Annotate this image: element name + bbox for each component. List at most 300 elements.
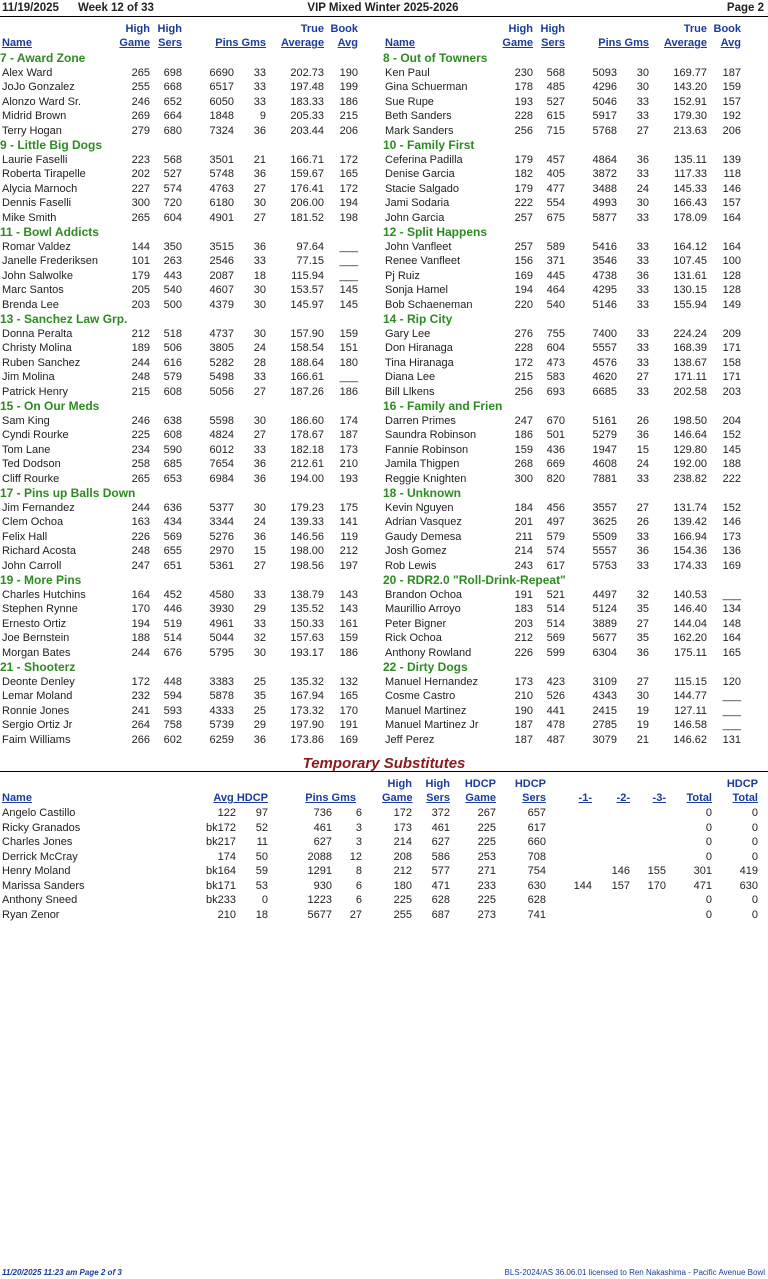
true-average: 117.33 xyxy=(674,168,707,180)
high-series: 527 xyxy=(163,168,182,180)
bowler-row xyxy=(383,588,766,603)
bowler-row xyxy=(0,428,383,443)
high-series: 583 xyxy=(546,371,565,383)
pins: 2785 xyxy=(592,719,617,731)
book-average: 187 xyxy=(339,429,358,441)
bowler-row xyxy=(383,472,766,487)
high-game: 215 xyxy=(131,385,150,398)
true-average: 139.33 xyxy=(290,516,324,528)
book-average: ___ xyxy=(722,704,741,717)
true-average: 213.63 xyxy=(673,124,707,137)
bowler-row xyxy=(383,689,766,704)
pins: 4607 xyxy=(209,284,234,296)
high-game: 159 xyxy=(514,443,533,456)
games: 21 xyxy=(253,153,266,166)
book-average: 172 xyxy=(339,182,358,195)
high-game: 183 xyxy=(514,603,533,615)
book-average: 165 xyxy=(722,646,741,659)
team-name: 12 - Split Happens xyxy=(383,225,488,239)
games: 30 xyxy=(253,284,266,296)
pins: 6984 xyxy=(209,472,234,485)
sub-pins: 5677 xyxy=(307,908,332,921)
pins: 4737 xyxy=(209,327,234,340)
bowler-name: Janelle Frederiksen xyxy=(2,255,98,267)
bowler-name: Manuel Hernandez xyxy=(385,675,478,688)
games: 33 xyxy=(636,110,649,122)
games: 33 xyxy=(253,66,266,79)
true-average: 129.80 xyxy=(673,443,707,456)
high-game: 264 xyxy=(131,719,150,731)
standings-column-right xyxy=(383,22,766,747)
high-game: 203 xyxy=(514,617,533,630)
team-name: 20 - RDR2.0 "Roll-Drink-Repeat" xyxy=(383,573,566,587)
games: 36 xyxy=(253,240,266,253)
sub-hdcp-series: 657 xyxy=(527,807,546,819)
bowler-name: Patrick Henry xyxy=(2,385,69,398)
true-average: 178.67 xyxy=(290,429,324,441)
pins: 5124 xyxy=(592,603,617,615)
high-series: 574 xyxy=(546,545,565,557)
high-game: 258 xyxy=(131,458,150,470)
true-average: 192.00 xyxy=(673,458,707,470)
book-average: 141 xyxy=(339,516,358,528)
team-name: 22 - Dirty Dogs xyxy=(383,660,468,674)
high-series: 527 xyxy=(546,95,565,108)
high-game: 179 xyxy=(514,153,533,166)
pins: 5878 xyxy=(209,690,234,702)
true-average: 145.97 xyxy=(290,298,324,311)
high-series: 478 xyxy=(546,719,565,731)
bowler-name: Alex Ward xyxy=(2,66,53,79)
pins: 6685 xyxy=(592,385,617,398)
high-game: 226 xyxy=(131,530,150,543)
high-game: 279 xyxy=(131,124,150,137)
book-average: 169 xyxy=(722,559,741,572)
games: 30 xyxy=(253,646,266,659)
bowler-name: Terry Hogan xyxy=(2,124,62,137)
sub-high-series: 586 xyxy=(431,850,450,863)
bowler-row xyxy=(383,80,766,95)
sub-high-series: 627 xyxy=(431,836,450,848)
bowler-name: Cosme Castro xyxy=(385,690,456,702)
team-name: 14 - Rip City xyxy=(383,312,453,326)
bowler-row xyxy=(0,631,383,646)
sub-hdcp: 52 xyxy=(255,821,268,834)
sub-row xyxy=(0,850,768,865)
high-series: 485 xyxy=(546,81,565,93)
book-average: ___ xyxy=(722,588,741,601)
sub-total: 0 xyxy=(705,908,712,921)
pins: 5768 xyxy=(592,124,617,137)
games: 36 xyxy=(253,472,266,485)
high-series: 608 xyxy=(163,385,182,398)
bowler-row xyxy=(0,588,383,603)
sub-hdcp-series: 628 xyxy=(527,894,546,906)
high-series: 676 xyxy=(163,646,182,659)
header-rule xyxy=(0,16,768,17)
bowler-name: Sergio Ortiz Jr xyxy=(2,719,73,731)
bowler-row xyxy=(0,196,383,211)
true-average: 77.15 xyxy=(296,255,324,267)
true-average: 181.52 xyxy=(290,211,324,224)
true-average: 183.33 xyxy=(290,95,324,108)
high-game: 228 xyxy=(514,110,533,122)
high-series: 521 xyxy=(546,588,565,601)
high-game: 201 xyxy=(514,516,533,528)
bowler-row xyxy=(383,66,766,81)
high-game: 205 xyxy=(131,284,150,296)
sub-games: 27 xyxy=(349,908,362,921)
pins: 2415 xyxy=(592,704,617,717)
high-series: 514 xyxy=(546,603,565,615)
high-series: 636 xyxy=(163,501,182,514)
high-series: 526 xyxy=(546,690,565,702)
book-average: 145 xyxy=(339,284,358,296)
bowler-row xyxy=(383,530,766,545)
bowler-name: Stephen Rynne xyxy=(2,603,78,615)
pins: 5498 xyxy=(209,371,234,383)
bowler-name: Ernesto Ortiz xyxy=(2,617,67,630)
high-series: 540 xyxy=(546,298,565,311)
pins: 6690 xyxy=(209,66,234,79)
bowler-row xyxy=(383,298,766,313)
true-average: 179.30 xyxy=(673,110,707,122)
bowler-row xyxy=(383,602,766,617)
book-average: 171 xyxy=(722,371,741,383)
bowler-row xyxy=(0,254,383,269)
standings-column-left xyxy=(0,22,383,747)
true-average: 130.15 xyxy=(673,284,707,296)
bowler-name: Bill Llkens xyxy=(385,385,435,398)
bowler-name: Clem Ochoa xyxy=(2,516,64,528)
book-average: 180 xyxy=(339,356,358,369)
book-average: 210 xyxy=(339,458,358,470)
bowler-row xyxy=(0,341,383,356)
sub-hdcp-total: 630 xyxy=(739,879,758,892)
col-high-sers: Sers xyxy=(158,37,182,49)
high-game: 257 xyxy=(514,240,533,253)
pins: 5557 xyxy=(592,545,617,557)
true-average: 166.61 xyxy=(290,371,324,383)
pins: 5093 xyxy=(592,66,617,79)
pins: 5753 xyxy=(592,559,617,572)
high-series: 617 xyxy=(546,559,565,572)
bowler-row xyxy=(383,704,766,719)
book-average: 188 xyxy=(722,458,741,470)
bowler-row xyxy=(0,240,383,255)
pins: 4901 xyxy=(209,211,234,224)
sub-total: 301 xyxy=(693,865,712,877)
pins: 2087 xyxy=(209,269,234,282)
high-series: 487 xyxy=(546,733,565,746)
pins: 3383 xyxy=(209,675,234,688)
book-average: 136 xyxy=(722,545,741,557)
bowler-row xyxy=(0,443,383,458)
high-game: 144 xyxy=(131,240,150,253)
bowler-name: John Carroll xyxy=(2,559,62,572)
bowler-name: Maurillio Arroyo xyxy=(385,603,461,615)
bowler-row xyxy=(383,559,766,574)
sub-total: 0 xyxy=(705,821,712,834)
bowler-row xyxy=(383,124,766,139)
pins: 6180 xyxy=(209,197,234,209)
games: 27 xyxy=(636,124,649,137)
high-game: 164 xyxy=(131,588,150,601)
true-average: 144.77 xyxy=(673,690,707,702)
high-game: 172 xyxy=(131,675,150,688)
bowler-row xyxy=(383,733,766,748)
pins: 5279 xyxy=(592,429,617,441)
bowler-name: Christy Molina xyxy=(2,342,72,354)
games: 33 xyxy=(253,443,266,456)
games: 33 xyxy=(253,617,266,630)
bowler-row xyxy=(0,718,383,733)
true-average: 193.17 xyxy=(290,646,324,659)
high-series: 604 xyxy=(546,342,565,354)
high-series: 350 xyxy=(163,240,182,253)
bowler-name: Tina Hiranaga xyxy=(385,356,454,369)
true-average: 188.64 xyxy=(290,356,324,369)
report-date: 11/19/2025 xyxy=(2,2,59,14)
book-average: 164 xyxy=(722,632,741,644)
book-average: 165 xyxy=(339,168,358,180)
high-game: 243 xyxy=(514,559,533,572)
sub-hdcp: 11 xyxy=(256,836,268,848)
high-series: 668 xyxy=(163,81,182,93)
high-series: 434 xyxy=(163,516,182,528)
book-average: 139 xyxy=(722,153,741,166)
bowler-row xyxy=(383,646,766,661)
sub-hdcp-series: 630 xyxy=(527,879,546,892)
bowler-name: John Vanfleet xyxy=(385,240,452,253)
high-series: 698 xyxy=(163,66,182,79)
high-series: 519 xyxy=(163,617,182,630)
high-series: 500 xyxy=(163,298,182,311)
book-average: 118 xyxy=(723,168,741,180)
sub-game-3: 170 xyxy=(647,879,666,892)
col-true-top: True xyxy=(300,23,324,35)
high-game: 182 xyxy=(514,168,533,180)
book-average: 192 xyxy=(722,110,741,122)
book-average: 170 xyxy=(339,704,358,717)
true-average: 115.94 xyxy=(291,269,324,282)
bowler-name: Roberta Tirapelle xyxy=(2,168,86,180)
high-game: 256 xyxy=(514,124,533,137)
bowler-row xyxy=(383,443,766,458)
high-series: 446 xyxy=(163,603,182,615)
high-game: 215 xyxy=(514,371,533,383)
bowler-name: John Garcia xyxy=(385,211,445,224)
high-series: 685 xyxy=(163,458,182,470)
pins: 3930 xyxy=(209,603,234,615)
high-game: 187 xyxy=(514,733,533,746)
true-average: 194.00 xyxy=(290,472,324,485)
games: 30 xyxy=(636,66,649,79)
col-high-game-top: High xyxy=(125,23,150,35)
pins: 3079 xyxy=(592,733,617,746)
sub-hdcp-game: 225 xyxy=(477,821,496,834)
high-series: 456 xyxy=(546,501,565,514)
pins: 7881 xyxy=(592,472,617,485)
high-game: 184 xyxy=(514,501,533,514)
book-average: 198 xyxy=(339,211,358,224)
bowler-row xyxy=(0,559,383,574)
bowler-name: Gary Lee xyxy=(385,327,431,340)
col-high-game: Game xyxy=(382,792,413,804)
pins: 5046 xyxy=(592,95,617,108)
games: 9 xyxy=(259,110,266,122)
bowler-name: Brandon Ochoa xyxy=(385,588,463,601)
bowler-name: Don Hiranaga xyxy=(385,342,453,354)
sub-avg: bk233 xyxy=(206,894,236,906)
book-average: 169 xyxy=(339,733,358,746)
book-average: 209 xyxy=(722,327,741,340)
games: 33 xyxy=(636,342,649,354)
true-average: 153.57 xyxy=(290,284,324,296)
pins: 3344 xyxy=(209,516,234,528)
high-series: 436 xyxy=(546,443,565,456)
high-series: 680 xyxy=(163,124,182,137)
pins: 4580 xyxy=(209,588,234,601)
sub-hdcp-series: 708 xyxy=(527,850,546,863)
games: 27 xyxy=(636,501,649,514)
team-name: 15 - On Our Meds xyxy=(0,399,100,413)
games: 33 xyxy=(636,385,649,398)
sub-name: Derrick McCray xyxy=(2,850,78,863)
sub-hdcp: 59 xyxy=(255,865,268,877)
book-average: 206 xyxy=(339,124,358,137)
games: 27 xyxy=(253,211,266,224)
games: 33 xyxy=(253,95,266,108)
pins: 5509 xyxy=(592,530,617,543)
sub-total: 0 xyxy=(705,807,712,819)
col-hdcp-sers: Sers xyxy=(522,792,546,804)
subs-header xyxy=(0,777,768,806)
book-average: 222 xyxy=(722,472,741,485)
high-series: 669 xyxy=(546,458,565,470)
sub-avg: bk171 xyxy=(206,879,236,892)
bowler-name: Felix Hall xyxy=(2,530,48,543)
games: 25 xyxy=(253,704,266,717)
book-average: 194 xyxy=(339,197,358,209)
subs-rows xyxy=(0,806,768,922)
high-game: 179 xyxy=(131,269,150,282)
high-game: 193 xyxy=(514,95,533,108)
pins: 7400 xyxy=(592,327,617,340)
sub-high-series: 628 xyxy=(431,894,450,906)
high-game: 268 xyxy=(514,458,533,470)
sub-hdcp-game: 253 xyxy=(477,850,496,863)
games: 33 xyxy=(636,530,649,543)
col-high-sers-top: High xyxy=(157,23,182,35)
bowler-name: Cliff Rourke xyxy=(2,472,60,485)
sub-high-series: 687 xyxy=(431,908,450,921)
book-average: 206 xyxy=(722,124,741,137)
sub-high-game: 212 xyxy=(393,865,412,877)
pins: 7654 xyxy=(209,458,234,470)
col-high-sers: Sers xyxy=(426,792,450,804)
true-average: 127.11 xyxy=(674,704,707,717)
true-average: 198.00 xyxy=(290,545,324,557)
bowler-row xyxy=(0,298,383,313)
book-average: 157 xyxy=(722,197,741,209)
pins: 4576 xyxy=(592,356,617,369)
pins: 4296 xyxy=(592,81,617,93)
book-average: 143 xyxy=(339,603,358,615)
book-average: 186 xyxy=(339,385,358,398)
true-average: 158.54 xyxy=(290,342,324,354)
games: 36 xyxy=(253,458,266,470)
col-true-average: Average xyxy=(280,37,324,49)
high-series: 448 xyxy=(163,675,182,688)
pins: 5146 xyxy=(592,298,617,311)
book-average: 164 xyxy=(722,240,741,253)
bowler-row xyxy=(383,254,766,269)
high-game: 179 xyxy=(514,182,533,195)
high-game: 191 xyxy=(514,588,533,601)
high-series: 263 xyxy=(163,255,182,267)
high-game: 212 xyxy=(131,327,150,340)
high-series: 514 xyxy=(163,632,182,644)
book-average: 174 xyxy=(339,414,358,427)
bowler-row xyxy=(0,80,383,95)
sub-name: Ryan Zenor xyxy=(2,908,60,921)
sub-game-3: 155 xyxy=(647,865,666,877)
bowler-row xyxy=(383,109,766,124)
games: 27 xyxy=(253,182,266,195)
sub-name: Charles Jones xyxy=(2,836,73,848)
games: 30 xyxy=(253,327,266,340)
high-game: 194 xyxy=(514,284,533,296)
games: 30 xyxy=(253,501,266,514)
bowler-name: Dennis Faselli xyxy=(2,197,72,209)
bowler-name: Anthony Rowland xyxy=(385,646,472,659)
pins: 6304 xyxy=(592,646,617,659)
sub-hdcp-total: 0 xyxy=(751,908,758,921)
bowler-name: Kevin Nguyen xyxy=(385,501,454,514)
true-average: 135.11 xyxy=(674,153,707,166)
bowler-row xyxy=(383,182,766,197)
high-game: 241 xyxy=(131,704,150,717)
true-average: 178.09 xyxy=(673,211,707,224)
sub-pins: 736 xyxy=(313,807,332,819)
bowler-row xyxy=(0,530,383,545)
high-series: 518 xyxy=(163,327,182,340)
team-name: 7 - Award Zone xyxy=(0,51,86,65)
true-average: 238.82 xyxy=(673,472,707,485)
sub-hdcp-series: 617 xyxy=(527,821,546,834)
col-book-top: Book xyxy=(713,23,741,35)
high-series: 441 xyxy=(546,704,565,717)
sub-game-1: 144 xyxy=(573,879,592,892)
sub-high-game: 172 xyxy=(393,807,412,819)
sub-name: Marissa Sanders xyxy=(2,879,85,892)
games: 19 xyxy=(636,704,649,717)
bowler-name: Rob Lewis xyxy=(385,559,437,572)
pins: 1848 xyxy=(209,110,234,122)
col-name: Name xyxy=(2,37,32,49)
col-book-avg: Avg xyxy=(337,37,358,49)
pins: 6259 xyxy=(209,733,234,746)
book-average: 159 xyxy=(722,81,741,93)
sub-game-2: 146 xyxy=(611,865,630,877)
book-average: 173 xyxy=(339,443,358,456)
team-name: 17 - Pins up Balls Down xyxy=(0,486,136,500)
bowler-name: Adrian Vasquez xyxy=(385,516,462,528)
true-average: 173.32 xyxy=(290,704,324,717)
true-average: 135.52 xyxy=(290,603,324,615)
book-average: 128 xyxy=(722,269,741,282)
